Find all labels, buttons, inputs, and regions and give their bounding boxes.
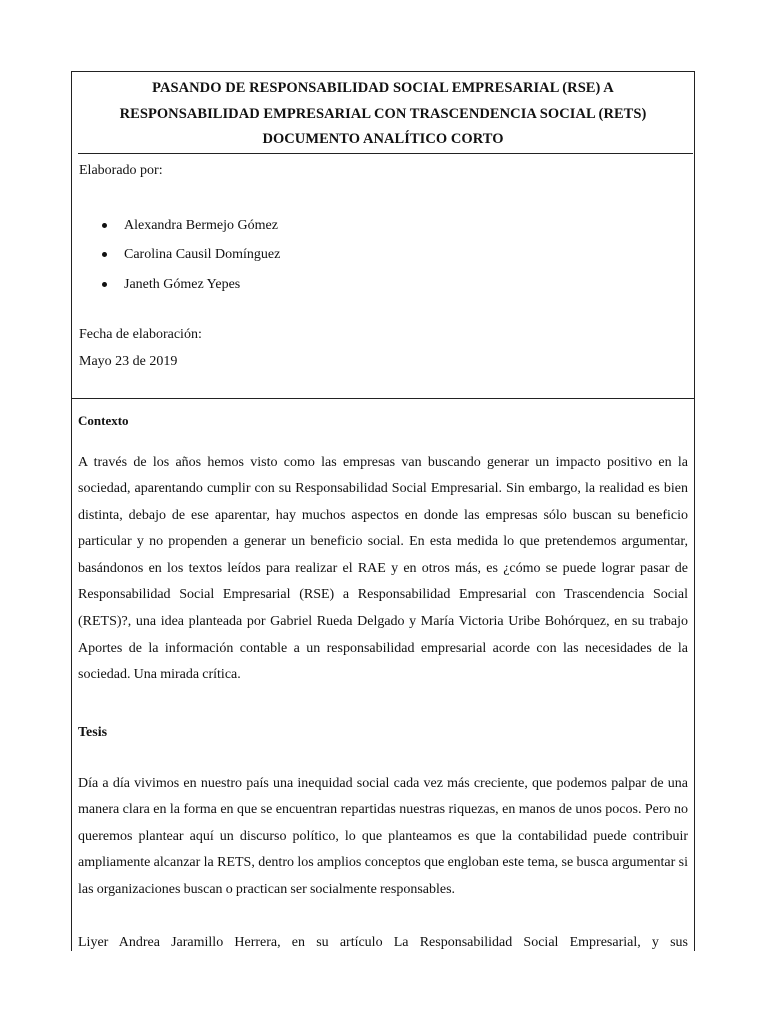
author-name: Carolina Causil Domínguez (124, 247, 281, 262)
thesis-continuation: Liyer Andrea Jaramillo Herrera, en su artículo La Responsabilidad Social Empresarial, y sus (78, 934, 688, 950)
list-item (102, 276, 280, 306)
authors-list (102, 217, 280, 306)
bullet-icon (102, 252, 107, 257)
author-name: Janeth Gómez Yepes (124, 276, 241, 292)
list-item (102, 246, 280, 276)
date-value: Mayo 23 de 2019 (79, 353, 178, 369)
header-cell (72, 154, 694, 398)
title-line-2: RESPONSABILIDAD EMPRESARIAL CON TRASCENDENCIA SOCIAL (RETS) (119, 105, 647, 122)
author-name: Alexandra Bermejo Gómez (124, 217, 278, 233)
title-line-1: PASANDO DE RESPONSABILIDAD SOCIAL EMPRESARIAL (RSE) A (152, 80, 614, 96)
context-heading: Contexto (78, 412, 129, 428)
thesis-heading: Tesis (78, 724, 108, 740)
body-cell (72, 399, 694, 952)
title-block (72, 72, 694, 153)
bullet-icon (102, 223, 107, 228)
thesis-paragraph: Día a día vivimos en nuestro país una inequidad social cada vez más creciente, que podemos palpar de una manera clara en la forma en que se encuentran repartidas nuestras riquezas, en manos de unos pocos. Pero no queremos plantear aquí un discurso político, lo que planteamos es que la contabilidad puede contribuir ampliamente alcanzar la RETS, dentro los amplios conceptos que engloban este tema, se busca argumentar si las organizaciones buscan o practican ser socialmente responsables. (78, 775, 688, 897)
date-label: Fecha de elaboración: (79, 326, 202, 342)
prepared-by-label: Elaborado por: (79, 162, 163, 178)
bullet-icon (102, 282, 107, 287)
document-table (71, 71, 695, 951)
title-line-3: DOCUMENTO ANALÍTICO CORTO (262, 131, 504, 147)
list-item (102, 217, 280, 247)
context-paragraph: A través de los años hemos visto como las empresas van buscando generar un impacto positivo en la sociedad, aparentando cumplir con su Responsabilidad Social Empresarial. Sin embargo, la realidad es bien distinta, debajo de ese aparentar, hay muchos aspectos en donde las empresas sólo buscan su beneficio particular y no propenden a generar un beneficio social. En esta medida lo que pretendemos argumentar, basándonos en los textos leídos para realizar el RAE y en otros más, es ¿cómo se puede lograr pasar de Responsabilidad Social Empresarial (RSE) a Responsabilidad Empresarial con Trascendencia Social (RETS)?, una idea planteada por Gabriel Rueda Delgado y María Victoria Uribe Bohórquez, en su trabajo Aportes de la información contable a un responsabilidad empresarial acorde con las necesidades de la sociedad. Una mirada crítica. (78, 454, 688, 683)
